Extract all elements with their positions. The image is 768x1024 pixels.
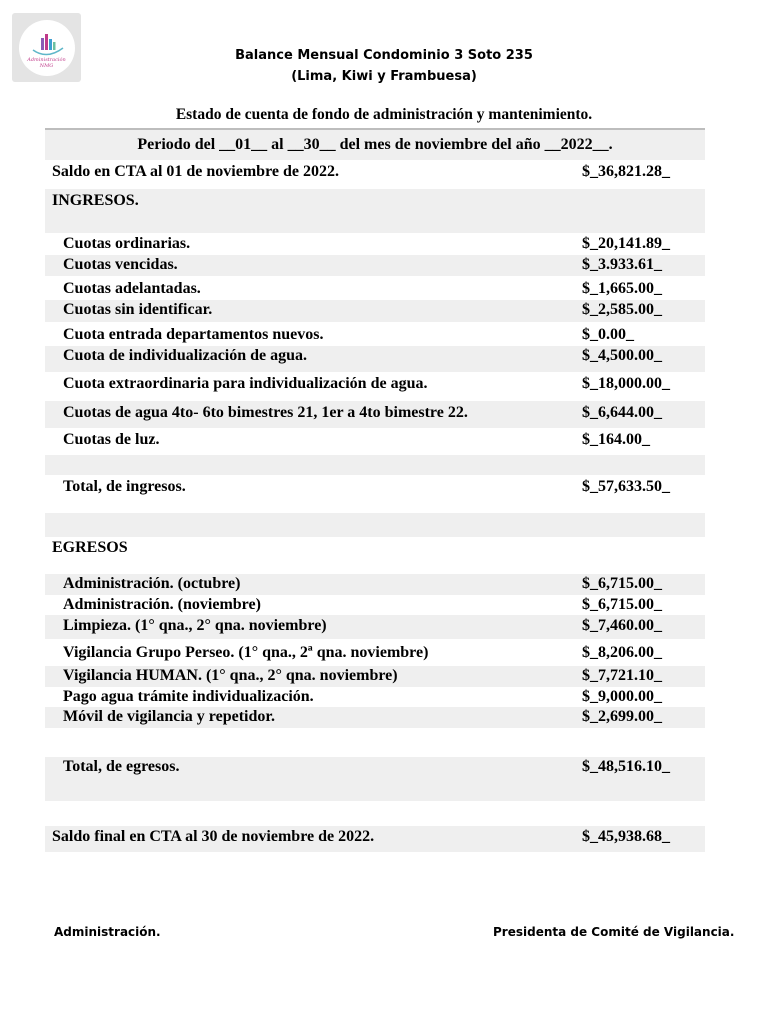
item-value: $_4,500.00_ — [582, 347, 662, 364]
table-row — [45, 642, 705, 666]
table-row — [45, 300, 705, 322]
item-label: Cuotas vencidas. — [63, 256, 178, 273]
item-value: $_7,721.10_ — [582, 667, 662, 684]
item-label: Cuotas de agua 4to- 6to bimestres 21, 1er a 4to bimestre 22. — [63, 404, 468, 421]
item-label: Cuotas sin identificar. — [63, 301, 213, 318]
table-row — [45, 707, 705, 728]
table-row — [45, 325, 705, 346]
document-title: Balance Mensual Condominio 3 Soto 235 — [235, 48, 533, 63]
closing-balance-value: $_45,938.68_ — [582, 828, 670, 845]
item-label: Cuotas adelantadas. — [63, 280, 201, 297]
total-ingresos-value: $_57,633.50_ — [582, 478, 670, 495]
item-value: $_20,141.89_ — [582, 235, 670, 252]
ingresos-heading: INGRESOS. — [52, 192, 139, 209]
table-row — [45, 666, 705, 687]
item-value: $_18,000.00_ — [582, 375, 670, 392]
item-value: $_9,000.00_ — [582, 688, 662, 705]
table-row — [45, 346, 705, 372]
signature-administracion: Administración. — [54, 925, 161, 939]
table-row — [45, 615, 705, 639]
item-value: $_6,715.00_ — [582, 575, 662, 592]
item-label: Móvil de vigilancia y repetidor. — [63, 708, 275, 725]
logo-text: Administración NMG — [27, 56, 66, 69]
table-row — [45, 687, 705, 707]
item-label: Administración. (noviembre) — [63, 596, 261, 613]
total-egresos-label: Total, de egresos. — [63, 758, 180, 775]
closing-balance-label: Saldo final en CTA al 30 de noviembre de 2022. — [52, 828, 375, 845]
item-value: $_6,715.00_ — [582, 596, 662, 613]
item-label: Vigilancia HUMAN. (1° qna., 2° qna. noviembre) — [63, 667, 398, 684]
item-value: $_6,644.00_ — [582, 404, 662, 421]
item-value: $_0.00_ — [582, 326, 634, 343]
item-label: Cuota de individualización de agua. — [63, 347, 308, 364]
opening-balance-value: $_36,821.28_ — [582, 163, 670, 180]
item-value: $_164.00_ — [582, 431, 650, 448]
item-value: $_2,585.00_ — [582, 301, 662, 318]
period-line: Periodo del __01__ al __30__ del mes de noviembre del año __2022__. — [45, 128, 705, 160]
item-label: Cuota extraordinaria para individualización de agua. — [63, 375, 428, 392]
egresos-heading-row — [45, 538, 705, 572]
table-row — [45, 430, 705, 454]
closing-balance-row — [45, 826, 705, 852]
item-value: $_2,699.00_ — [582, 708, 662, 725]
opening-balance-row — [45, 160, 705, 188]
document-subtitle: (Lima, Kiwi y Frambuesa) — [291, 69, 477, 84]
opening-balance-label: Saldo en CTA al 01 de noviembre de 2022. — [52, 163, 339, 180]
table-row — [45, 373, 705, 400]
spacer-row — [45, 455, 705, 475]
ingresos-heading-row — [45, 189, 705, 233]
item-label: Cuota entrada departamentos nuevos. — [63, 326, 324, 343]
egresos-heading: EGRESOS — [52, 539, 128, 556]
total-egresos-row — [45, 757, 705, 801]
total-ingresos-row — [45, 475, 705, 505]
table-row — [45, 595, 705, 615]
item-label: Limpieza. (1° qna., 2° qna. noviembre) — [63, 617, 327, 634]
table-row — [45, 234, 705, 254]
table-row — [45, 401, 705, 428]
item-value: $_7,460.00_ — [582, 617, 662, 634]
item-value: $_1,665.00_ — [582, 280, 662, 297]
item-label: Administración. (octubre) — [63, 575, 241, 592]
item-value: $_3.933.61_ — [582, 256, 662, 273]
item-label: Cuotas ordinarias. — [63, 235, 191, 252]
item-label: Vigilancia Grupo Perseo. (1° qna., 2ª qna. noviembre) — [63, 644, 429, 661]
item-value: $_8,206.00_ — [582, 644, 662, 661]
total-egresos-value: $_48,516.10_ — [582, 758, 670, 775]
statement-title: Estado de cuenta de fondo de administración y mantenimiento. — [175, 106, 593, 123]
item-label: Pago agua trámite individualización. — [63, 688, 314, 705]
signature-presidenta: Presidenta de Comité de Vigilancia. — [493, 925, 735, 939]
spacer-row — [45, 513, 705, 537]
table-row — [45, 279, 705, 300]
table-row — [45, 255, 705, 276]
table-row — [45, 574, 705, 595]
item-label: Cuotas de luz. — [63, 431, 160, 448]
total-ingresos-label: Total, de ingresos. — [63, 478, 186, 495]
